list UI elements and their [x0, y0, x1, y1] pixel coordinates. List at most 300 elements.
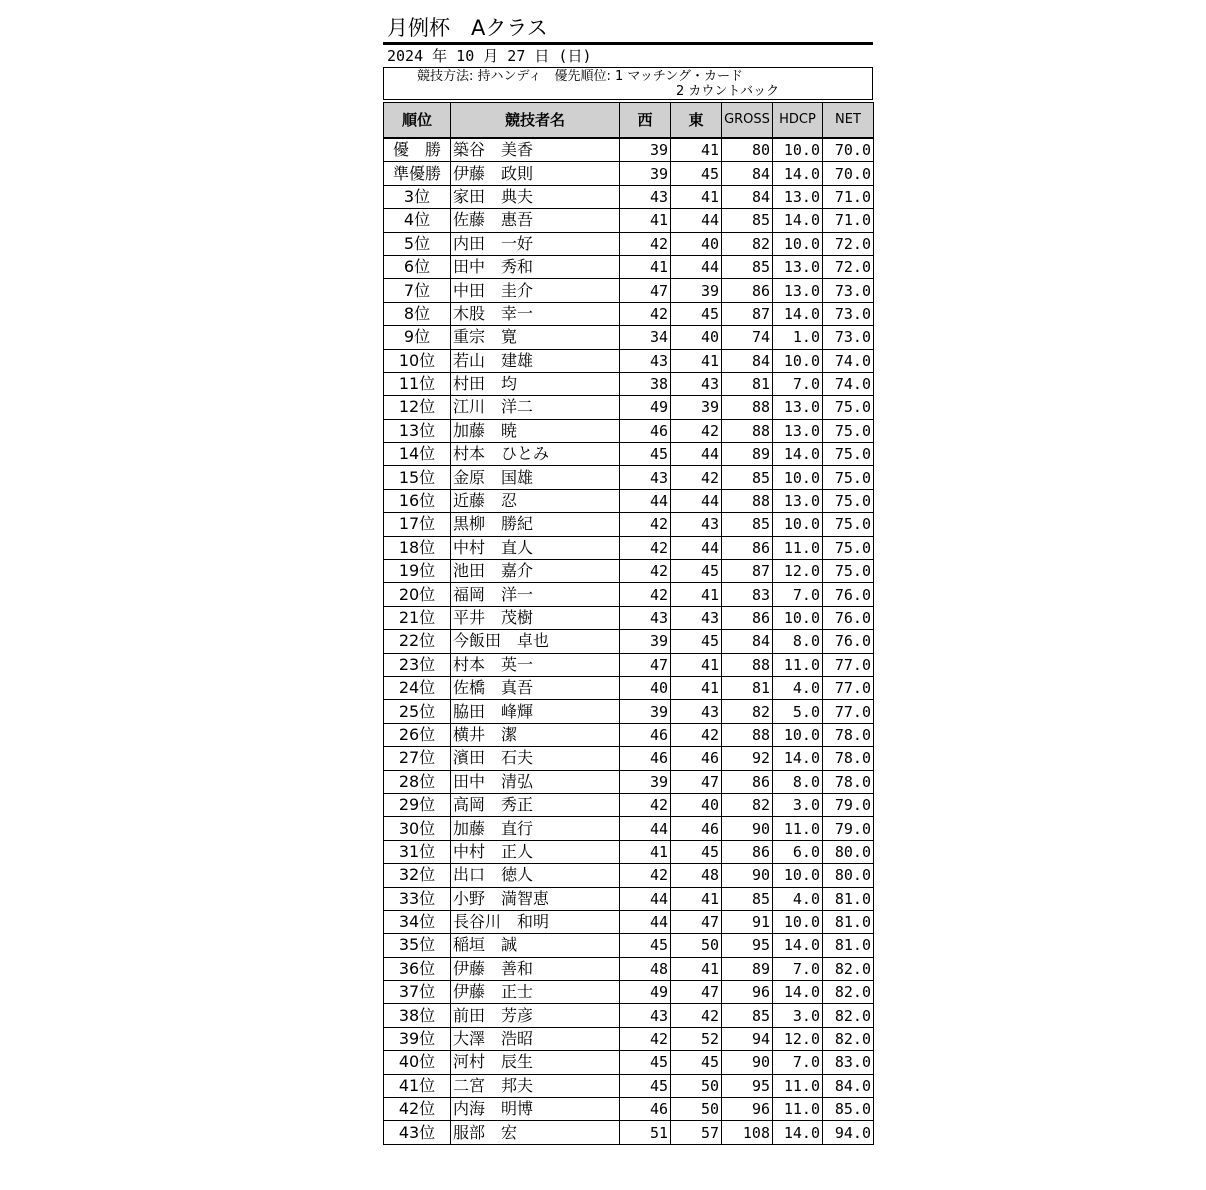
gross-score-cell: 94: [722, 1027, 773, 1050]
gross-score-cell: 88: [722, 653, 773, 676]
west-score-cell: 44: [620, 910, 671, 933]
net-score-cell: 72.0: [823, 255, 874, 278]
gross-score-cell: 82: [722, 700, 773, 723]
rank-cell: 28位: [384, 770, 451, 793]
rank-cell: 37位: [384, 981, 451, 1004]
net-score-cell: 71.0: [823, 185, 874, 208]
hdcp-cell: 10.0: [773, 723, 823, 746]
west-score-cell: 51: [620, 1121, 671, 1144]
gross-score-cell: 88: [722, 489, 773, 512]
gross-score-cell: 90: [722, 864, 773, 887]
net-score-cell: 79.0: [823, 793, 874, 816]
west-score-cell: 42: [620, 1027, 671, 1050]
rank-cell: 40位: [384, 1051, 451, 1074]
east-score-cell: 44: [671, 209, 722, 232]
west-score-cell: 41: [620, 840, 671, 863]
player-name-cell: 村田 均: [451, 372, 620, 395]
gross-score-cell: 89: [722, 443, 773, 466]
hdcp-cell: 10.0: [773, 606, 823, 629]
east-score-cell: 40: [671, 793, 722, 816]
rank-cell: 3位: [384, 185, 451, 208]
table-row: [384, 138, 874, 162]
gross-score-cell: 85: [722, 1004, 773, 1027]
hdcp-cell: 12.0: [773, 1027, 823, 1050]
hdcp-cell: 4.0: [773, 887, 823, 910]
east-score-cell: 42: [671, 419, 722, 442]
rank-cell: 43位: [384, 1121, 451, 1144]
west-score-cell: 47: [620, 653, 671, 676]
results-sheet: [383, 14, 873, 1145]
table-row: [384, 606, 874, 629]
east-score-cell: 43: [671, 513, 722, 536]
net-score-cell: 81.0: [823, 910, 874, 933]
player-name-cell: 池田 嘉介: [451, 560, 620, 583]
gross-score-cell: 87: [722, 302, 773, 325]
player-name-cell: 若山 建雄: [451, 349, 620, 372]
west-score-cell: 42: [620, 536, 671, 559]
player-name-cell: 村本 英一: [451, 653, 620, 676]
results-table-body: [384, 138, 874, 1144]
table-row: [384, 466, 874, 489]
gross-score-cell: 89: [722, 957, 773, 980]
west-score-cell: 46: [620, 1098, 671, 1121]
rank-cell: 14位: [384, 443, 451, 466]
east-score-cell: 50: [671, 934, 722, 957]
hdcp-cell: 10.0: [773, 910, 823, 933]
hdcp-cell: 11.0: [773, 653, 823, 676]
hdcp-cell: 3.0: [773, 1004, 823, 1027]
table-row: [384, 981, 874, 1004]
gross-score-cell: 86: [722, 536, 773, 559]
hdcp-cell: 10.0: [773, 232, 823, 255]
east-score-cell: 46: [671, 817, 722, 840]
east-score-cell: 44: [671, 255, 722, 278]
table-row: [384, 957, 874, 980]
player-name-cell: 脇田 峰輝: [451, 700, 620, 723]
player-name-cell: 福岡 洋一: [451, 583, 620, 606]
west-score-cell: 49: [620, 981, 671, 1004]
table-row: [384, 1074, 874, 1097]
east-score-cell: 46: [671, 747, 722, 770]
player-name-cell: 佐橋 真吾: [451, 676, 620, 699]
hdcp-cell: 7.0: [773, 583, 823, 606]
east-score-cell: 47: [671, 910, 722, 933]
player-name-cell: 内海 明博: [451, 1098, 620, 1121]
gross-score-cell: 86: [722, 770, 773, 793]
net-score-cell: 81.0: [823, 934, 874, 957]
rank-cell: 6位: [384, 255, 451, 278]
net-score-cell: 77.0: [823, 676, 874, 699]
rank-cell: 26位: [384, 723, 451, 746]
east-score-cell: 41: [671, 185, 722, 208]
gross-score-cell: 86: [722, 279, 773, 302]
hdcp-cell: 14.0: [773, 302, 823, 325]
west-score-cell: 38: [620, 372, 671, 395]
gross-score-cell: 84: [722, 349, 773, 372]
east-score-cell: 39: [671, 396, 722, 419]
net-score-cell: 74.0: [823, 349, 874, 372]
player-name-cell: 長谷川 和明: [451, 910, 620, 933]
hdcp-cell: 10.0: [773, 138, 823, 162]
table-row: [384, 630, 874, 653]
west-score-cell: 43: [620, 466, 671, 489]
results-table: [383, 102, 874, 1145]
hdcp-cell: 10.0: [773, 513, 823, 536]
hdcp-cell: 3.0: [773, 793, 823, 816]
west-score-cell: 40: [620, 676, 671, 699]
player-name-cell: 伊藤 正士: [451, 981, 620, 1004]
gross-score-cell: 84: [722, 630, 773, 653]
hdcp-cell: 4.0: [773, 676, 823, 699]
table-row: [384, 185, 874, 208]
rank-cell: 10位: [384, 349, 451, 372]
net-score-cell: 71.0: [823, 209, 874, 232]
rank-cell: 17位: [384, 513, 451, 536]
east-score-cell: 44: [671, 536, 722, 559]
rank-cell: 13位: [384, 419, 451, 442]
player-name-cell: 前田 芳彦: [451, 1004, 620, 1027]
rank-cell: 30位: [384, 817, 451, 840]
event-date: 2024 年 10 月 27 日 (日): [387, 47, 592, 65]
net-score-cell: 75.0: [823, 560, 874, 583]
net-score-cell: 82.0: [823, 957, 874, 980]
west-score-cell: 43: [620, 1004, 671, 1027]
net-score-cell: 75.0: [823, 536, 874, 559]
player-name-cell: 田中 清弘: [451, 770, 620, 793]
west-score-cell: 39: [620, 770, 671, 793]
competition-method-line2: 2 カウントバック: [676, 84, 780, 99]
net-score-cell: 79.0: [823, 817, 874, 840]
player-name-cell: 重宗 寛: [451, 326, 620, 349]
hdcp-cell: 10.0: [773, 349, 823, 372]
hdcp-cell: 13.0: [773, 185, 823, 208]
net-score-cell: 73.0: [823, 326, 874, 349]
rank-cell: 25位: [384, 700, 451, 723]
net-score-cell: 94.0: [823, 1121, 874, 1144]
net-score-cell: 75.0: [823, 396, 874, 419]
player-name-cell: 稲垣 誠: [451, 934, 620, 957]
west-score-cell: 43: [620, 606, 671, 629]
rank-cell: 準優勝: [384, 162, 451, 185]
west-score-cell: 46: [620, 747, 671, 770]
hdcp-cell: 13.0: [773, 419, 823, 442]
east-score-cell: 41: [671, 957, 722, 980]
table-row: [384, 349, 874, 372]
rank-cell: 27位: [384, 747, 451, 770]
player-name-cell: 黒柳 勝紀: [451, 513, 620, 536]
rank-cell: 11位: [384, 372, 451, 395]
east-score-cell: 41: [671, 887, 722, 910]
east-score-cell: 42: [671, 723, 722, 746]
east-score-cell: 57: [671, 1121, 722, 1144]
table-row: [384, 793, 874, 816]
west-score-cell: 34: [620, 326, 671, 349]
west-score-cell: 45: [620, 443, 671, 466]
gross-score-cell: 85: [722, 209, 773, 232]
player-name-cell: 伊藤 政則: [451, 162, 620, 185]
table-row: [384, 887, 874, 910]
gross-score-cell: 84: [722, 162, 773, 185]
rank-cell: 31位: [384, 840, 451, 863]
net-score-cell: 78.0: [823, 747, 874, 770]
table-row: [384, 864, 874, 887]
page-title: 月例杯 Aクラス: [383, 14, 873, 45]
west-score-cell: 43: [620, 185, 671, 208]
east-score-cell: 40: [671, 232, 722, 255]
east-score-cell: 41: [671, 653, 722, 676]
west-score-cell: 39: [620, 630, 671, 653]
hdcp-cell: 11.0: [773, 1074, 823, 1097]
east-score-cell: 45: [671, 302, 722, 325]
table-row: [384, 723, 874, 746]
west-score-cell: 44: [620, 817, 671, 840]
net-score-cell: 76.0: [823, 630, 874, 653]
rank-cell: 34位: [384, 910, 451, 933]
net-score-cell: 75.0: [823, 489, 874, 512]
player-name-cell: 中村 正人: [451, 840, 620, 863]
rank-cell: 7位: [384, 279, 451, 302]
east-score-cell: 45: [671, 630, 722, 653]
player-name-cell: 村本 ひとみ: [451, 443, 620, 466]
player-name-cell: 大澤 浩昭: [451, 1027, 620, 1050]
gross-score-cell: 80: [722, 138, 773, 162]
west-score-cell: 44: [620, 489, 671, 512]
west-score-cell: 42: [620, 302, 671, 325]
hdcp-cell: 12.0: [773, 560, 823, 583]
west-score-cell: 42: [620, 560, 671, 583]
table-row: [384, 396, 874, 419]
rank-cell: 41位: [384, 1074, 451, 1097]
gross-score-cell: 74: [722, 326, 773, 349]
gross-score-cell: 96: [722, 1098, 773, 1121]
east-score-cell: 47: [671, 770, 722, 793]
rank-cell: 9位: [384, 326, 451, 349]
player-name-cell: 中村 直人: [451, 536, 620, 559]
east-score-cell: 44: [671, 489, 722, 512]
gross-score-cell: 85: [722, 466, 773, 489]
gross-score-cell: 90: [722, 817, 773, 840]
table-row: [384, 209, 874, 232]
gross-score-cell: 88: [722, 723, 773, 746]
table-row: [384, 326, 874, 349]
table-row: [384, 232, 874, 255]
gross-score-cell: 85: [722, 887, 773, 910]
column-header-west: 西: [620, 103, 671, 139]
player-name-cell: 加藤 直行: [451, 817, 620, 840]
player-name-cell: 高岡 秀正: [451, 793, 620, 816]
net-score-cell: 77.0: [823, 653, 874, 676]
net-score-cell: 85.0: [823, 1098, 874, 1121]
net-score-cell: 82.0: [823, 1027, 874, 1050]
hdcp-cell: 1.0: [773, 326, 823, 349]
east-score-cell: 42: [671, 1004, 722, 1027]
hdcp-cell: 11.0: [773, 817, 823, 840]
gross-score-cell: 82: [722, 793, 773, 816]
table-row: [384, 817, 874, 840]
gross-score-cell: 95: [722, 1074, 773, 1097]
hdcp-cell: 13.0: [773, 255, 823, 278]
hdcp-cell: 14.0: [773, 162, 823, 185]
gross-score-cell: 86: [722, 840, 773, 863]
rank-cell: 42位: [384, 1098, 451, 1121]
gross-score-cell: 85: [722, 513, 773, 536]
gross-score-cell: 86: [722, 606, 773, 629]
west-score-cell: 44: [620, 887, 671, 910]
net-score-cell: 81.0: [823, 887, 874, 910]
west-score-cell: 43: [620, 349, 671, 372]
east-score-cell: 42: [671, 466, 722, 489]
west-score-cell: 45: [620, 1074, 671, 1097]
column-header-hdcp: HDCP: [773, 103, 823, 139]
player-name-cell: 田中 秀和: [451, 255, 620, 278]
west-score-cell: 42: [620, 793, 671, 816]
net-score-cell: 76.0: [823, 583, 874, 606]
rank-cell: 19位: [384, 560, 451, 583]
player-name-cell: 家田 典夫: [451, 185, 620, 208]
net-score-cell: 75.0: [823, 443, 874, 466]
west-score-cell: 39: [620, 162, 671, 185]
west-score-cell: 42: [620, 232, 671, 255]
table-row: [384, 910, 874, 933]
east-score-cell: 43: [671, 372, 722, 395]
rank-cell: 23位: [384, 653, 451, 676]
player-name-cell: 築谷 美香: [451, 138, 620, 162]
west-score-cell: 49: [620, 396, 671, 419]
player-name-cell: 平井 茂樹: [451, 606, 620, 629]
hdcp-cell: 10.0: [773, 864, 823, 887]
west-score-cell: 47: [620, 279, 671, 302]
player-name-cell: 河村 辰生: [451, 1051, 620, 1074]
rank-cell: 33位: [384, 887, 451, 910]
column-header-rank: 順位: [384, 103, 451, 139]
table-row: [384, 934, 874, 957]
net-score-cell: 78.0: [823, 723, 874, 746]
rank-cell: 36位: [384, 957, 451, 980]
hdcp-cell: 14.0: [773, 934, 823, 957]
hdcp-cell: 10.0: [773, 466, 823, 489]
rank-cell: 29位: [384, 793, 451, 816]
net-score-cell: 73.0: [823, 279, 874, 302]
hdcp-cell: 6.0: [773, 840, 823, 863]
gross-score-cell: 88: [722, 419, 773, 442]
table-row: [384, 513, 874, 536]
rank-cell: 20位: [384, 583, 451, 606]
player-name-cell: 伊藤 善和: [451, 957, 620, 980]
player-name-cell: 木股 幸一: [451, 302, 620, 325]
player-name-cell: 濱田 石夫: [451, 747, 620, 770]
west-score-cell: 42: [620, 583, 671, 606]
gross-score-cell: 95: [722, 934, 773, 957]
east-score-cell: 45: [671, 162, 722, 185]
hdcp-cell: 14.0: [773, 443, 823, 466]
gross-score-cell: 91: [722, 910, 773, 933]
east-score-cell: 47: [671, 981, 722, 1004]
table-row: [384, 255, 874, 278]
gross-score-cell: 81: [722, 372, 773, 395]
table-row: [384, 1004, 874, 1027]
hdcp-cell: 14.0: [773, 1121, 823, 1144]
table-row: [384, 1027, 874, 1050]
rank-cell: 38位: [384, 1004, 451, 1027]
west-score-cell: 39: [620, 138, 671, 162]
east-score-cell: 40: [671, 326, 722, 349]
east-score-cell: 45: [671, 1051, 722, 1074]
gross-score-cell: 92: [722, 747, 773, 770]
east-score-cell: 44: [671, 443, 722, 466]
net-score-cell: 77.0: [823, 700, 874, 723]
player-name-cell: 近藤 忍: [451, 489, 620, 512]
table-row: [384, 302, 874, 325]
table-row: [384, 443, 874, 466]
east-score-cell: 43: [671, 700, 722, 723]
rank-cell: 4位: [384, 209, 451, 232]
gross-score-cell: 90: [722, 1051, 773, 1074]
hdcp-cell: 13.0: [773, 489, 823, 512]
competition-method-box: [383, 67, 873, 100]
rank-cell: 5位: [384, 232, 451, 255]
net-score-cell: 80.0: [823, 840, 874, 863]
player-name-cell: 服部 宏: [451, 1121, 620, 1144]
east-score-cell: 50: [671, 1074, 722, 1097]
west-score-cell: 42: [620, 864, 671, 887]
net-score-cell: 73.0: [823, 302, 874, 325]
west-score-cell: 45: [620, 934, 671, 957]
rank-cell: 8位: [384, 302, 451, 325]
gross-score-cell: 96: [722, 981, 773, 1004]
hdcp-cell: 11.0: [773, 536, 823, 559]
net-score-cell: 75.0: [823, 419, 874, 442]
table-row: [384, 1098, 874, 1121]
gross-score-cell: 83: [722, 583, 773, 606]
net-score-cell: 75.0: [823, 513, 874, 536]
table-row: [384, 279, 874, 302]
player-name-cell: 内田 一好: [451, 232, 620, 255]
player-name-cell: 今飯田 卓也: [451, 630, 620, 653]
gross-score-cell: 82: [722, 232, 773, 255]
table-row: [384, 653, 874, 676]
west-score-cell: 46: [620, 419, 671, 442]
east-score-cell: 52: [671, 1027, 722, 1050]
rank-cell: 18位: [384, 536, 451, 559]
column-header-net: NET: [823, 103, 874, 139]
table-row: [384, 489, 874, 512]
east-score-cell: 45: [671, 560, 722, 583]
player-name-cell: 佐藤 惠吾: [451, 209, 620, 232]
net-score-cell: 78.0: [823, 770, 874, 793]
hdcp-cell: 11.0: [773, 1098, 823, 1121]
east-score-cell: 41: [671, 676, 722, 699]
table-row: [384, 1121, 874, 1144]
hdcp-cell: 14.0: [773, 747, 823, 770]
table-row: [384, 1051, 874, 1074]
west-score-cell: 39: [620, 700, 671, 723]
gross-score-cell: 81: [722, 676, 773, 699]
table-row: [384, 583, 874, 606]
rank-cell: 32位: [384, 864, 451, 887]
west-score-cell: 41: [620, 209, 671, 232]
player-name-cell: 小野 満智恵: [451, 887, 620, 910]
rank-cell: 12位: [384, 396, 451, 419]
net-score-cell: 75.0: [823, 466, 874, 489]
hdcp-cell: 8.0: [773, 770, 823, 793]
hdcp-cell: 7.0: [773, 957, 823, 980]
east-score-cell: 39: [671, 279, 722, 302]
east-score-cell: 43: [671, 606, 722, 629]
rank-cell: 24位: [384, 676, 451, 699]
gross-score-cell: 87: [722, 560, 773, 583]
table-row: [384, 536, 874, 559]
table-row: [384, 560, 874, 583]
